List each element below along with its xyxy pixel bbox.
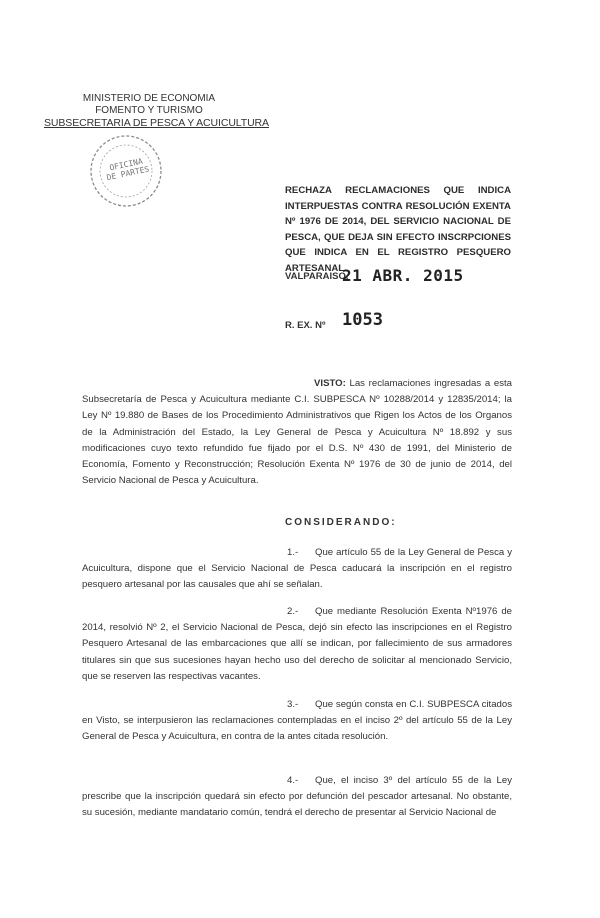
visto-text: Las reclamaciones ingresadas a esta Subsecretaría de Pesca y Acuicultura mediante C.I. SUBPESCA Nº 10288/2014 y 12835/2014; la Ley Nº 19.880 de Bases de los Procedimiento Administrativos que Rigen los Actos de los Organos de la Administración del Estado, la Ley General de Pesca y Acuicultura Nº 18.892 y sus modificaciones cuyo texto refundido fue fijado por el D.S. Nº 430 de 1991, del Ministerio de Economía, Fomento y Reconstrucción; Resolución Exenta Nº 1976 de 30 de junio de 2014, del Servicio Nacional de Pesca y Acuicultura. [82,378,513,487]
considerando-item [82,697,512,746]
considerando-number: 4.- [287,775,299,786]
considerando-item [82,604,512,685]
resolution-title: RECHAZA RECLAMACIONES QUE INDICA INTERPUESTAS CONTRA RESOLUCIÓN EXENTA Nº 1976 DE 2014, DEL SERVICIO NACIONAL DE PESCA, QUE DEJA SIN EFECTO INSCRPCIONES QUE INDICA EN EL REGISTRO PESQUERO ARTESANAL. [285,185,511,274]
visto-label: VISTO: [314,378,346,389]
considerando-text: Que mediante Resolución Exenta Nº1976 de 2014, resolvió Nº 2, el Servicio Nacional de Pesca, dejó sin efecto las inscripciones en el Registro Pesquero Artesanal de las embarcaciones que allí se indican, por fallecimiento de sus armadores titulares sin que sus sucesiones hayan hecho uso del derecho de solicitar al mencionado Servicio, que se reserven las respectivas vacantes. [82,606,512,682]
ministry-name: MINISTERIO DE ECONOMIA [82,93,216,104]
considerando-text: Que según consta en C.I. SUBPESCA citados en Visto, se interpusieron las reclamaciones contempladas en el inciso 2º del artículo 55 de la Ley General de Pesca y Acuicultura, en contra de la antes citada resolución. [82,699,512,743]
considerando-number: 1.- [287,547,299,558]
date-stamp: 21 ABR. 2015 [342,266,464,285]
ministry-subname: FOMENTO Y TURISMO [95,105,203,116]
considerando-text: Que, el inciso 3º del artículo 55 de la Ley prescribe que la inscripción quedará sin efecto por defunción del pescador artesanal. No obstante, su sucesión, mediante mandatario común, tendrá el derecho de presentar al Servicio Nacional de [82,775,512,819]
considerando-text: Que artículo 55 de la Ley General de Pesca y Acuicultura, dispone que el Servicio Nacional de Pesca caducará la inscripción en el registro pesquero artesanal por las causales que ahí se señalan. [82,547,512,591]
considerando-heading: CONSIDERANDO: [285,517,397,528]
stamp-text: OFICINA DE PARTES [105,156,151,183]
considerando-item [82,545,512,594]
considerando-number: 2.- [287,606,299,617]
resolution-number-label: R. EX. Nº [285,320,326,331]
considerando-number: 3.- [287,699,299,710]
ministry-header [44,93,269,129]
place-label: VALPARAISO, [285,271,349,282]
office-stamp [88,133,164,209]
subsecretary-name: SUBSECRETARIA DE PESCA Y ACUICULTURA [44,117,269,129]
visto-paragraph [82,376,512,489]
considerando-item [82,773,512,822]
resolution-number: 1053 [342,310,383,330]
